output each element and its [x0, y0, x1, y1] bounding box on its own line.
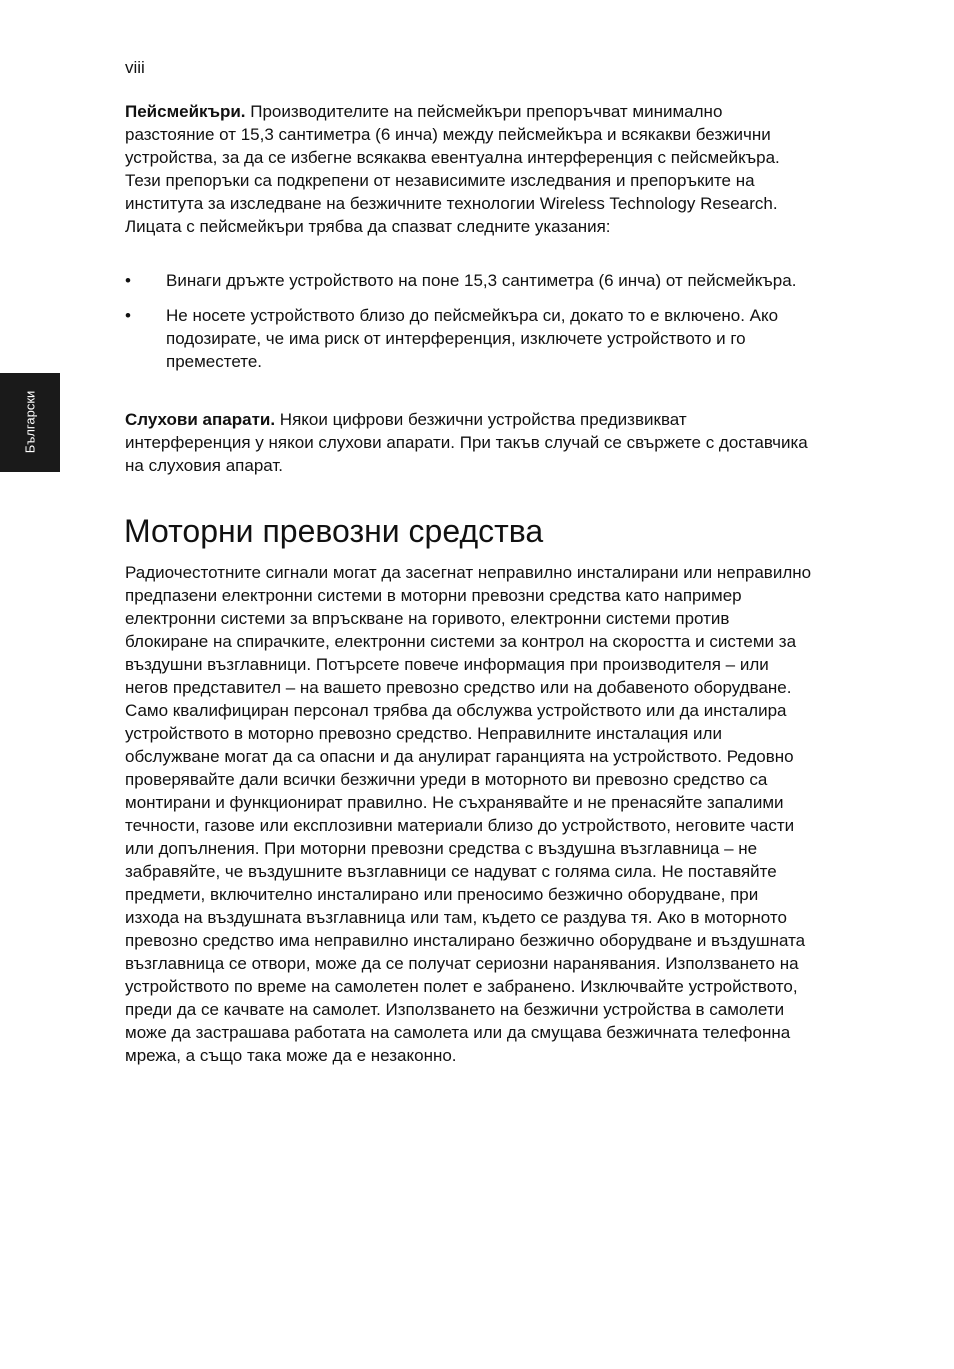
hearing-aids-text: Някои цифрови безжични устройства предизвикват интерференция у някои слухови апарати. При такъв случай се свържете с доставчика на слуховия апарат. — [125, 410, 808, 475]
list-item — [125, 269, 815, 292]
bullet-mark: • — [125, 306, 131, 325]
pacemakers-paragraph — [125, 100, 815, 238]
bullet-text: Не носете устройството близо до пейсмейкъра си, докато то е включено. Ако подозирате, че има риск от интерференция, изключете устройството и го преместете. — [166, 306, 779, 371]
hearing-aids-lead: Слухови апарати. — [125, 410, 276, 429]
language-side-tab — [0, 373, 60, 472]
bullet-text: Винаги дръжте устройството на поне 15,3 сантиметра (6 инча) от пейсмейкъра. — [166, 271, 797, 290]
section-heading: Моторни превозни средства — [124, 513, 544, 549]
list-item — [125, 304, 815, 373]
pacemaker-guidelines-list — [125, 269, 815, 373]
bullet-mark: • — [125, 271, 131, 290]
page-number: viii — [125, 58, 145, 77]
pacemakers-lead: Пейсмейкъри. — [125, 102, 246, 121]
pacemakers-text: Производителите на пейсмейкъри препоръчват минимално разстояние от 15,3 сантиметра (6 инча) между пейсмейкъра и всякакви безжични устройства, за да се избегне всякаква евентуална интерференция с пейсмейкъра. Тези препоръки са подкрепени от независимите изследвания и препоръките на института за изследване на безжичните технологии Wireless Technology Research. Лицата с пейсмейкъри трябва да спазват следните указания: — [125, 102, 780, 236]
vehicles-paragraph: Радиочестотните сигнали могат да засегнат неправилно инсталирани или неправилно предпазени електронни системи в моторни превозни средства като например електронни системи за впръскване на горивото, електронни системи против блокиране на спирачките, електронни системи за контрол на скоростта и системи за въздушни възглавници. Потърсете повече информация при производителя – или негов представител – на вашето превозно средство или на добавеното оборудване. Само квалифициран персонал трябва да обслужва устройството или да инсталира устройството в моторно превозно средство. Неправилните инсталация или обслужване могат да са опасни и да анулират гаранцията на устройството. Редовно проверявайте дали всички безжични уреди в моторното ви превозно средство са монтирани и функционират правилно. Не съхранявайте и не пренасяйте запалими течности, газове или експлозивни материали близо до устройството, неговите части или допълнения. При моторни превозни средства с въздушна възглавница – не забравяйте, че въздушните възглавници се надуват с голяма сила. Не поставяйте предмети, включително инсталирано или преносимо безжично оборудване, при изхода на въздушната възглавница или там, където се раздува тя. Ако в моторното превозно средство има неправилно инсталирано безжично оборудване и въздушната възглавница се отвори, може да се получат сериозни наранявания. Използването на устройството по време на самолетен полет е забранено. Изключвайте устройството, преди да се качвате на самолет. Използването на безжични устройства в самолети може да застрашава работата на самолета или да смущава безжичната телефонна мрежа, а също така може да е незаконно. — [125, 563, 812, 1065]
hearing-aids-paragraph — [125, 408, 815, 477]
side-tab-label: Български — [22, 390, 38, 454]
